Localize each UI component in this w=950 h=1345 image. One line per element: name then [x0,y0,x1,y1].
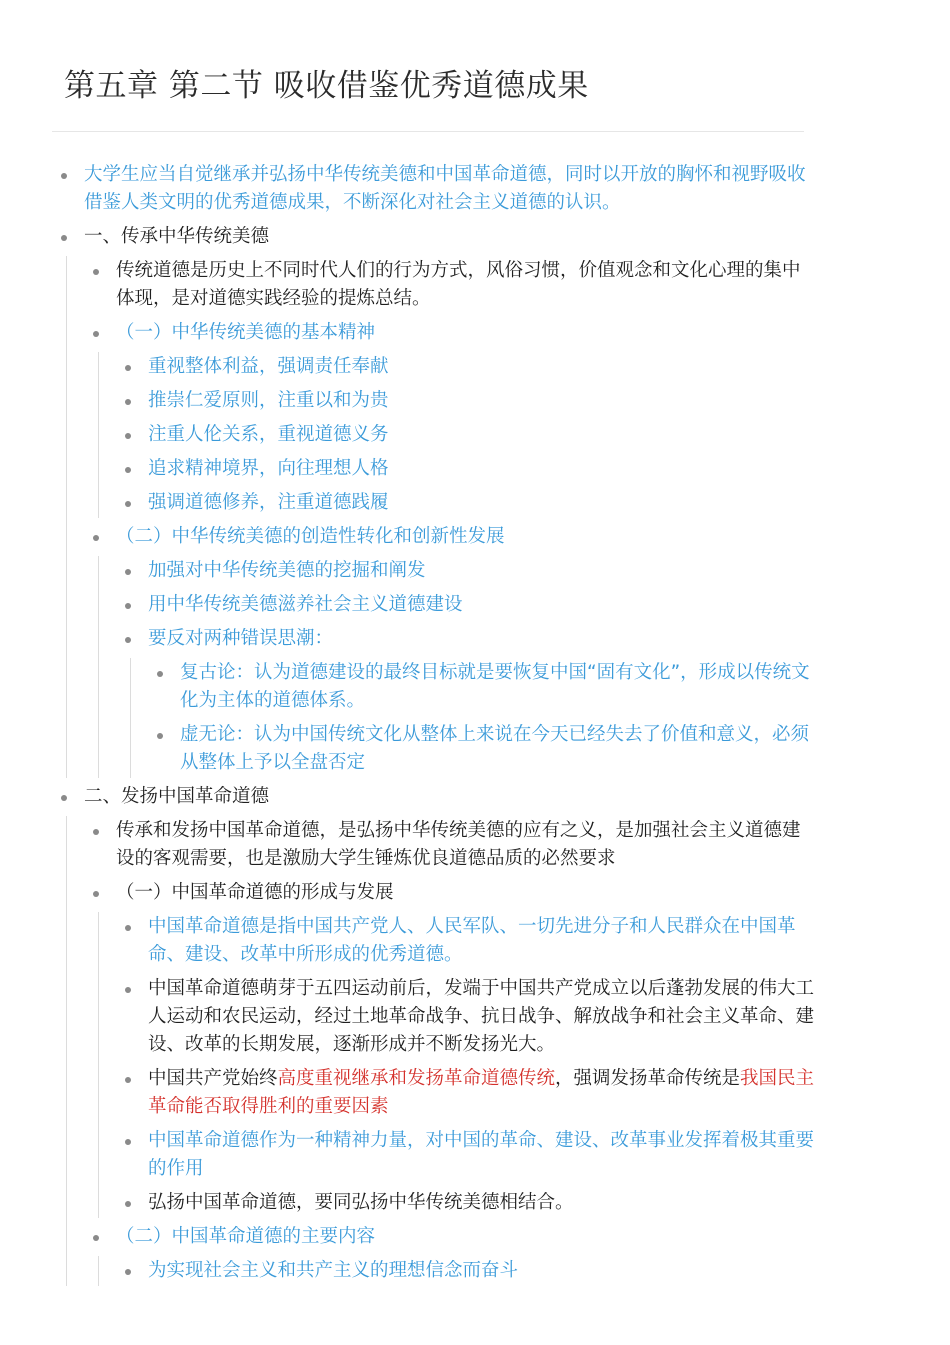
outline-node-s2-sub2[interactable] [88,1220,816,1288]
spirit-item: 强调道德修养，注重道德践履 [120,486,816,520]
title-divider [52,131,804,132]
section-1-heading: 一、传承中华传统美德 [56,220,816,254]
s1-sub2-heading: （二）中华传统美德的创造性转化和创新性发展 [88,520,816,554]
list-item[interactable] [120,554,816,588]
spirit-item: 重视整体利益，强调责任奉献 [120,350,816,384]
s1-sub2-children [120,554,816,780]
s1-sub1-children [120,350,816,520]
outline-node-s1-sub1[interactable] [88,316,816,520]
transform-item: 要反对两种错误思潮： [120,622,816,656]
transform-item: 加强对中华传统美德的挖掘和阐发 [120,554,816,588]
list-item[interactable] [120,384,816,418]
section-2-children [88,814,816,1288]
list-item[interactable] [120,350,816,384]
list-item[interactable] [120,1254,816,1288]
revolution-definition: 中国革命道德是指中国共产党人、人民军队、一切先进分子和人民群众在中国革命、建设、改革中所形成的优秀道德。 [120,910,816,972]
party-emphasis-mid: ，强调发扬革命传统是 [555,1068,741,1089]
s1-sub1-heading: （一）中华传统美德的基本精神 [88,316,816,350]
section-2-heading: 二、发扬中国革命道德 [56,780,816,814]
party-emphasis-lead: 中国共产党始终 [148,1068,278,1089]
s2-intro: 传承和发扬中国革命道德，是弘扬中华传统美德的应有之义，是加强社会主义道德建设的客观需要，也是激励大学生锤炼优良道德品质的必然要求 [88,814,816,876]
list-item[interactable] [152,656,816,718]
list-item[interactable] [120,418,816,452]
highlight-inherit-tradition: 高度重视继承和发扬革命道德传统 [277,1068,556,1089]
list-item[interactable] [120,588,816,622]
s2-sub1-heading: （一）中国革命道德的形成与发展 [88,876,816,910]
s2-sub2-children [120,1254,816,1288]
outline-node[interactable] [88,814,816,876]
highlight-victory-factor: 我国民主革命能否取得胜利的重要因素 [148,1068,815,1117]
s2-sub1-children [120,910,816,1220]
list-item[interactable] [120,1186,816,1220]
list-item[interactable] [120,972,816,1062]
outline-node[interactable] [88,254,816,316]
spiritual-force: 中国革命道德作为一种精神力量，对中国的革命、建设、改革事业发挥着极其重要的作用 [120,1124,816,1186]
revolution-origin: 中国革命道德萌芽于五四运动前后，发端于中国共产党成立以后蓬勃发展的伟大工人运动和农民运动，经过土地革命战争、抗日战争、解放战争和社会主义革命、建设、改革的长期发展，逐渐形成并不断发扬光大。 [120,972,816,1062]
outline-node-s1-sub2[interactable] [88,520,816,780]
error-trends-children [152,656,816,780]
list-item[interactable] [152,718,816,780]
party-emphasis [120,1062,816,1124]
list-item[interactable] [120,1062,816,1124]
content-item: 为实现社会主义和共产主义的理想信念而奋斗 [120,1254,816,1288]
combine-tradition: 弘扬中国革命道德，要同弘扬中华传统美德相结合。 [120,1186,816,1220]
spirit-item: 注重人伦关系，重视道德义务 [120,418,816,452]
outline-node-intro[interactable] [56,158,816,220]
page-title: 第五章 第二节 吸收借鉴优秀道德成果 [64,68,589,104]
list-item[interactable] [120,1124,816,1186]
intro-text: 大学生应当自觉继承并弘扬中华传统美德和中国革命道德，同时以开放的胸怀和视野吸收借鉴人类文明的优秀道德成果，不断深化对社会主义道德的认识。 [56,158,816,220]
outline [56,158,816,1288]
outline-node-s2-sub1[interactable] [88,876,816,1220]
list-item[interactable] [120,452,816,486]
list-item[interactable] [120,910,816,972]
transform-item: 用中华传统美德滋养社会主义道德建设 [120,588,816,622]
error-trend-nihilism: 虚无论：认为中国传统文化从整体上来说在今天已经失去了价值和意义，必须从整体上予以全盘否定 [152,718,816,780]
section-1-children [88,254,816,780]
error-trend-restoration: 复古论：认为道德建设的最终目标就是要恢复中国“固有文化”，形成以传统文化为主体的道德体系。 [152,656,816,718]
outline-node-section-1[interactable] [56,220,816,780]
s2-sub2-heading: （二）中国革命道德的主要内容 [88,1220,816,1254]
tradition-definition: 传统道德是历史上不同时代人们的行为方式，风俗习惯，价值观念和文化心理的集中体现，是对道德实践经验的提炼总结。 [88,254,816,316]
spirit-item: 追求精神境界，向往理想人格 [120,452,816,486]
list-item[interactable] [120,622,816,780]
spirit-item: 推崇仁爱原则，注重以和为贵 [120,384,816,418]
outline-node-section-2[interactable] [56,780,816,1288]
list-item[interactable] [120,486,816,520]
